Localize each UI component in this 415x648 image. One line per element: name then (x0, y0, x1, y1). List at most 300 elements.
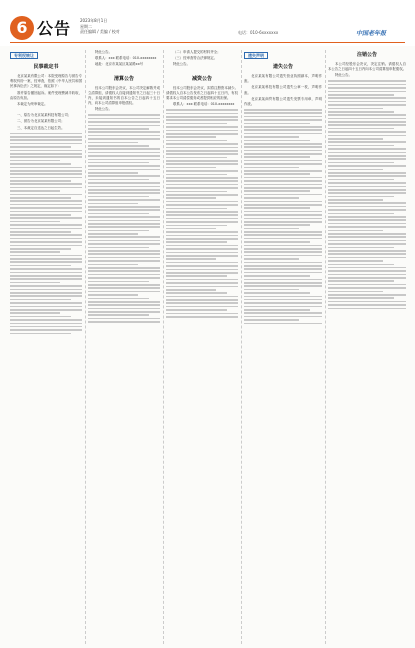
text-line (328, 297, 394, 299)
article-paragraph: 特此公告。 (335, 73, 352, 78)
text-line (166, 130, 238, 132)
text-line (88, 277, 160, 279)
text-line (166, 262, 238, 264)
text-line (88, 125, 160, 127)
text-line (328, 128, 394, 130)
text-line (244, 224, 310, 226)
text-line (166, 123, 227, 125)
text-line (244, 173, 310, 175)
text-line (88, 199, 160, 201)
text-line (88, 213, 149, 215)
text-line (244, 167, 299, 169)
text-line (166, 289, 216, 291)
text-line (244, 153, 322, 155)
article-paragraph: 准许原告撤回起诉。案件受理费减半收取，由原告负担。 (10, 90, 82, 100)
text-line (244, 140, 310, 142)
section-title: 公告 (37, 19, 72, 38)
text-line (10, 170, 82, 172)
text-line (88, 131, 160, 133)
body-text-lines (166, 109, 238, 317)
text-line (166, 187, 238, 189)
text-line (88, 152, 160, 154)
text-line (244, 238, 322, 240)
text-line (88, 128, 149, 130)
text-line (10, 214, 71, 216)
text-line (166, 113, 238, 115)
text-line (328, 291, 383, 293)
text-line (166, 119, 238, 121)
text-line (166, 109, 238, 111)
text-line (244, 204, 322, 206)
text-line (244, 262, 322, 264)
text-line (166, 231, 238, 233)
article-paragraph: 地址：北京市某某区某某路xx号 (95, 62, 144, 67)
text-line (166, 313, 238, 315)
text-line (88, 206, 160, 208)
article-paragraph: （三）经审查符合法律规定。 (173, 56, 218, 61)
text-line (88, 186, 160, 188)
text-line (10, 275, 82, 277)
text-line (328, 267, 406, 269)
text-line (10, 143, 82, 145)
text-line (328, 155, 406, 157)
article-title: 注销公告 (356, 52, 377, 58)
column-4 (244, 50, 322, 644)
text-line (244, 211, 322, 213)
text-line (88, 189, 160, 191)
text-line (328, 162, 394, 164)
text-line (244, 319, 299, 321)
text-line (166, 269, 238, 271)
text-line (166, 197, 216, 199)
text-line (244, 299, 322, 301)
text-line (88, 287, 160, 289)
text-line (244, 279, 322, 281)
text-line (166, 218, 238, 220)
text-line (88, 196, 149, 198)
text-line (328, 304, 406, 306)
text-line (328, 274, 406, 276)
text-line (88, 281, 149, 283)
text-line (10, 302, 82, 304)
text-line (88, 311, 160, 313)
text-line (244, 109, 322, 111)
text-line (10, 234, 82, 236)
issue-weekday: 星期二 (80, 23, 92, 29)
text-line (88, 243, 160, 245)
text-line (166, 157, 227, 159)
text-line (10, 180, 71, 182)
article-paragraph: 联系人：xxx 联系电话：010-xxxxxxxx (173, 102, 235, 107)
text-line (328, 94, 394, 96)
text-line (328, 213, 394, 215)
text-line (166, 272, 238, 274)
text-line (88, 121, 160, 123)
body-text-lines (88, 114, 160, 322)
text-line (328, 226, 406, 228)
text-line (88, 233, 138, 235)
text-line (328, 111, 394, 113)
text-line (244, 255, 322, 257)
text-line (88, 321, 160, 323)
text-line (244, 160, 322, 162)
text-line (88, 114, 160, 116)
text-line (244, 323, 322, 325)
text-line (10, 177, 82, 179)
column-tag: 专利权转让 (10, 52, 38, 59)
text-line (244, 197, 299, 199)
text-line (10, 136, 82, 138)
text-line (10, 326, 82, 328)
text-line (10, 197, 71, 199)
text-line (88, 118, 160, 120)
text-line (244, 316, 322, 318)
text-line (166, 140, 227, 142)
text-line (166, 245, 238, 247)
text-line (10, 309, 82, 311)
text-line (244, 231, 322, 233)
text-line (10, 248, 71, 250)
text-line (88, 138, 160, 140)
text-line (244, 190, 310, 192)
text-line (244, 312, 322, 314)
text-line (244, 296, 322, 298)
text-line (244, 163, 322, 165)
text-line (166, 265, 238, 267)
text-line (166, 228, 216, 230)
text-line (10, 241, 82, 243)
text-line (328, 247, 394, 249)
text-line (10, 278, 82, 280)
article-paragraph: 经本公司股东会决议，拟将注册资本减少。请债权人自本公告发布之日起四十五日内，有权要求本公司清偿债务或者提供相应的担保。 (166, 85, 238, 101)
text-line (10, 251, 60, 253)
text-line (10, 299, 71, 301)
text-line (328, 135, 406, 137)
article-paragraph: （二）申请人提交的材料齐全； (173, 50, 221, 54)
text-line (244, 306, 322, 308)
text-line (10, 231, 71, 233)
text-line (10, 228, 82, 230)
text-line (328, 186, 406, 188)
text-line (328, 294, 406, 296)
text-line (244, 123, 310, 125)
text-line (166, 221, 238, 223)
text-line (166, 241, 227, 243)
text-line (10, 323, 82, 325)
text-line (328, 152, 406, 154)
body-text-lines (244, 109, 322, 324)
text-line (88, 142, 138, 144)
text-line (166, 177, 238, 179)
text-line (88, 304, 160, 306)
text-line (166, 252, 238, 254)
text-line (166, 201, 238, 203)
article-paragraph: 特此公告。 (95, 50, 112, 54)
text-line (166, 143, 238, 145)
text-line (328, 219, 406, 221)
text-line (244, 133, 322, 135)
text-line (244, 116, 322, 118)
text-line (244, 143, 322, 145)
text-line (88, 209, 160, 211)
text-line (328, 172, 406, 174)
text-line (166, 309, 227, 311)
article-paragraph: 联系人：xxx 联系电话：010-xxxxxxxx (95, 56, 157, 61)
text-line (244, 275, 310, 277)
text-line (328, 101, 406, 103)
text-line (328, 108, 383, 110)
text-line (10, 160, 60, 162)
text-line (10, 258, 82, 260)
text-line (10, 156, 82, 158)
text-line (166, 286, 238, 288)
text-line (88, 284, 160, 286)
column-divider (241, 50, 242, 644)
text-line (10, 333, 71, 335)
text-line (166, 279, 238, 281)
text-line (166, 225, 227, 227)
text-line (328, 192, 406, 194)
text-line (88, 226, 160, 228)
text-line (10, 150, 82, 152)
text-line (328, 145, 394, 147)
text-line (166, 302, 238, 304)
article-title: 减资公告 (191, 75, 212, 82)
text-line (88, 223, 160, 225)
text-line (10, 207, 82, 209)
text-line (88, 220, 160, 222)
text-line (244, 268, 322, 270)
text-line (88, 135, 160, 137)
text-line (88, 264, 138, 266)
text-line (166, 126, 238, 128)
text-line (328, 158, 406, 160)
text-line (328, 121, 406, 123)
text-line (10, 139, 82, 141)
text-line (244, 201, 322, 203)
text-line (10, 133, 82, 135)
text-line (328, 196, 394, 198)
text-line (166, 160, 238, 162)
text-line (166, 167, 216, 169)
text-line (10, 306, 82, 308)
text-line (88, 270, 160, 272)
text-line (328, 131, 406, 133)
text-line (244, 177, 322, 179)
text-line (88, 291, 160, 293)
masthead (0, 0, 415, 46)
page-number-badge: 6 (10, 16, 34, 40)
text-line (88, 192, 160, 194)
text-line (166, 147, 238, 149)
text-line (166, 133, 238, 135)
text-line (328, 84, 406, 86)
text-line (10, 190, 60, 192)
text-line (328, 118, 406, 120)
text-line (244, 146, 322, 148)
text-line (88, 159, 160, 161)
text-line (10, 268, 82, 270)
text-line (328, 148, 406, 150)
text-line (328, 233, 406, 235)
issue-date: 2023年8月1日 (80, 18, 108, 23)
text-line (244, 285, 322, 287)
text-line (328, 260, 383, 262)
text-line (10, 194, 82, 196)
text-line (10, 245, 82, 247)
text-line (10, 183, 82, 185)
text-line (166, 306, 238, 308)
text-line (166, 136, 216, 138)
text-line (166, 180, 238, 182)
text-line (166, 211, 238, 213)
text-line (88, 240, 160, 242)
text-line (88, 298, 149, 300)
text-line (328, 104, 406, 106)
text-line (244, 251, 322, 253)
text-line (166, 296, 238, 298)
text-line (10, 319, 82, 321)
text-line (244, 302, 322, 304)
text-line (166, 275, 227, 277)
text-line (244, 221, 322, 223)
text-line (244, 258, 299, 260)
column-2 (88, 50, 160, 644)
text-line (88, 172, 138, 174)
text-line (328, 216, 406, 218)
text-line (244, 248, 322, 250)
text-line (88, 203, 138, 205)
text-line (244, 136, 299, 138)
newspaper-brand: 中国老年报 (356, 30, 387, 37)
text-line (10, 272, 82, 274)
text-line (10, 289, 82, 291)
article-title: 清算公告 (113, 75, 134, 82)
text-line (10, 285, 82, 287)
text-line (244, 119, 322, 121)
body-text-lines (10, 133, 82, 335)
text-line (328, 202, 406, 204)
text-line (328, 199, 383, 201)
text-line (10, 329, 82, 331)
text-line (328, 236, 406, 238)
text-line (328, 165, 406, 167)
text-line (328, 264, 394, 266)
text-line (166, 170, 238, 172)
body-text-lines (328, 80, 406, 309)
text-line (244, 207, 310, 209)
column-divider (85, 50, 86, 644)
text-line (244, 126, 322, 128)
text-line (328, 97, 406, 99)
issue-editors: 责任编辑 / 美编 / 校对 (80, 29, 120, 34)
text-line (88, 165, 160, 167)
text-line (244, 170, 322, 172)
text-line (166, 184, 238, 186)
text-line (328, 179, 394, 181)
text-line (88, 162, 149, 164)
text-line (328, 243, 406, 245)
article-paragraph: 特此公告。 (173, 62, 190, 67)
text-line (166, 238, 238, 240)
text-line (244, 309, 310, 311)
text-line (88, 250, 160, 252)
text-line (166, 299, 238, 301)
text-line (328, 250, 406, 252)
text-line (10, 146, 71, 148)
text-line (10, 238, 82, 240)
text-line (328, 169, 383, 171)
text-line (10, 173, 82, 175)
text-line (88, 175, 160, 177)
article-title: 民事裁定书 (33, 64, 59, 70)
column-5 (328, 50, 406, 644)
text-line (166, 174, 227, 176)
text-line (328, 124, 406, 126)
text-line (10, 200, 82, 202)
article-paragraph: 本裁定为终审裁定。 (17, 102, 48, 107)
text-line (88, 179, 149, 181)
text-line (166, 292, 227, 294)
text-line (244, 112, 322, 114)
text-line (244, 292, 310, 294)
text-line (166, 163, 238, 165)
text-line (88, 253, 160, 255)
text-line (88, 257, 160, 259)
text-line (328, 114, 406, 116)
masthead-rule (10, 42, 405, 43)
text-line (244, 228, 299, 230)
text-line (244, 272, 322, 274)
text-line (328, 308, 406, 310)
text-line (88, 182, 160, 184)
text-line (244, 245, 322, 247)
text-line (328, 230, 383, 232)
text-line (10, 211, 82, 213)
text-line (328, 257, 406, 259)
article-paragraph: 特此公告。 (95, 107, 112, 112)
text-line (10, 153, 82, 155)
text-line (244, 265, 322, 267)
text-line (328, 284, 406, 286)
text-line (166, 235, 238, 237)
text-line (244, 282, 322, 284)
text-line (166, 258, 216, 260)
text-line (328, 223, 406, 225)
text-line (328, 277, 406, 279)
text-line (166, 282, 238, 284)
text-line (244, 184, 322, 186)
text-line (328, 287, 406, 289)
text-line (166, 191, 227, 193)
text-line (88, 145, 149, 147)
text-line (88, 230, 149, 232)
article-paragraph: 北京某某商贸有限公司遗失发票专用章，声明作废。 (244, 96, 322, 107)
article-paragraph: 北京某某科技有限公司遗失公章一枚，声明作废。 (244, 85, 322, 95)
text-line (10, 204, 82, 206)
article-paragraph: 北京某某有限公司遗失营业执照副本，声明作废。 (244, 74, 322, 84)
text-line (88, 169, 160, 171)
text-line (88, 294, 138, 296)
text-line (10, 221, 60, 223)
text-line (10, 163, 71, 165)
column-1 (10, 50, 82, 644)
text-line (244, 234, 322, 236)
article-paragraph: 二、被告为北京某某有限公司； (17, 119, 65, 124)
text-line (88, 318, 160, 320)
article-paragraph: 经本公司股东会决议，本公司决定解散并成立清算组，请债权人自接到通知书之日起三十日内，未接到通知书的自本公告之日起四十五日内，向本公司清算组申报债权。 (88, 85, 160, 106)
text-line (88, 148, 160, 150)
